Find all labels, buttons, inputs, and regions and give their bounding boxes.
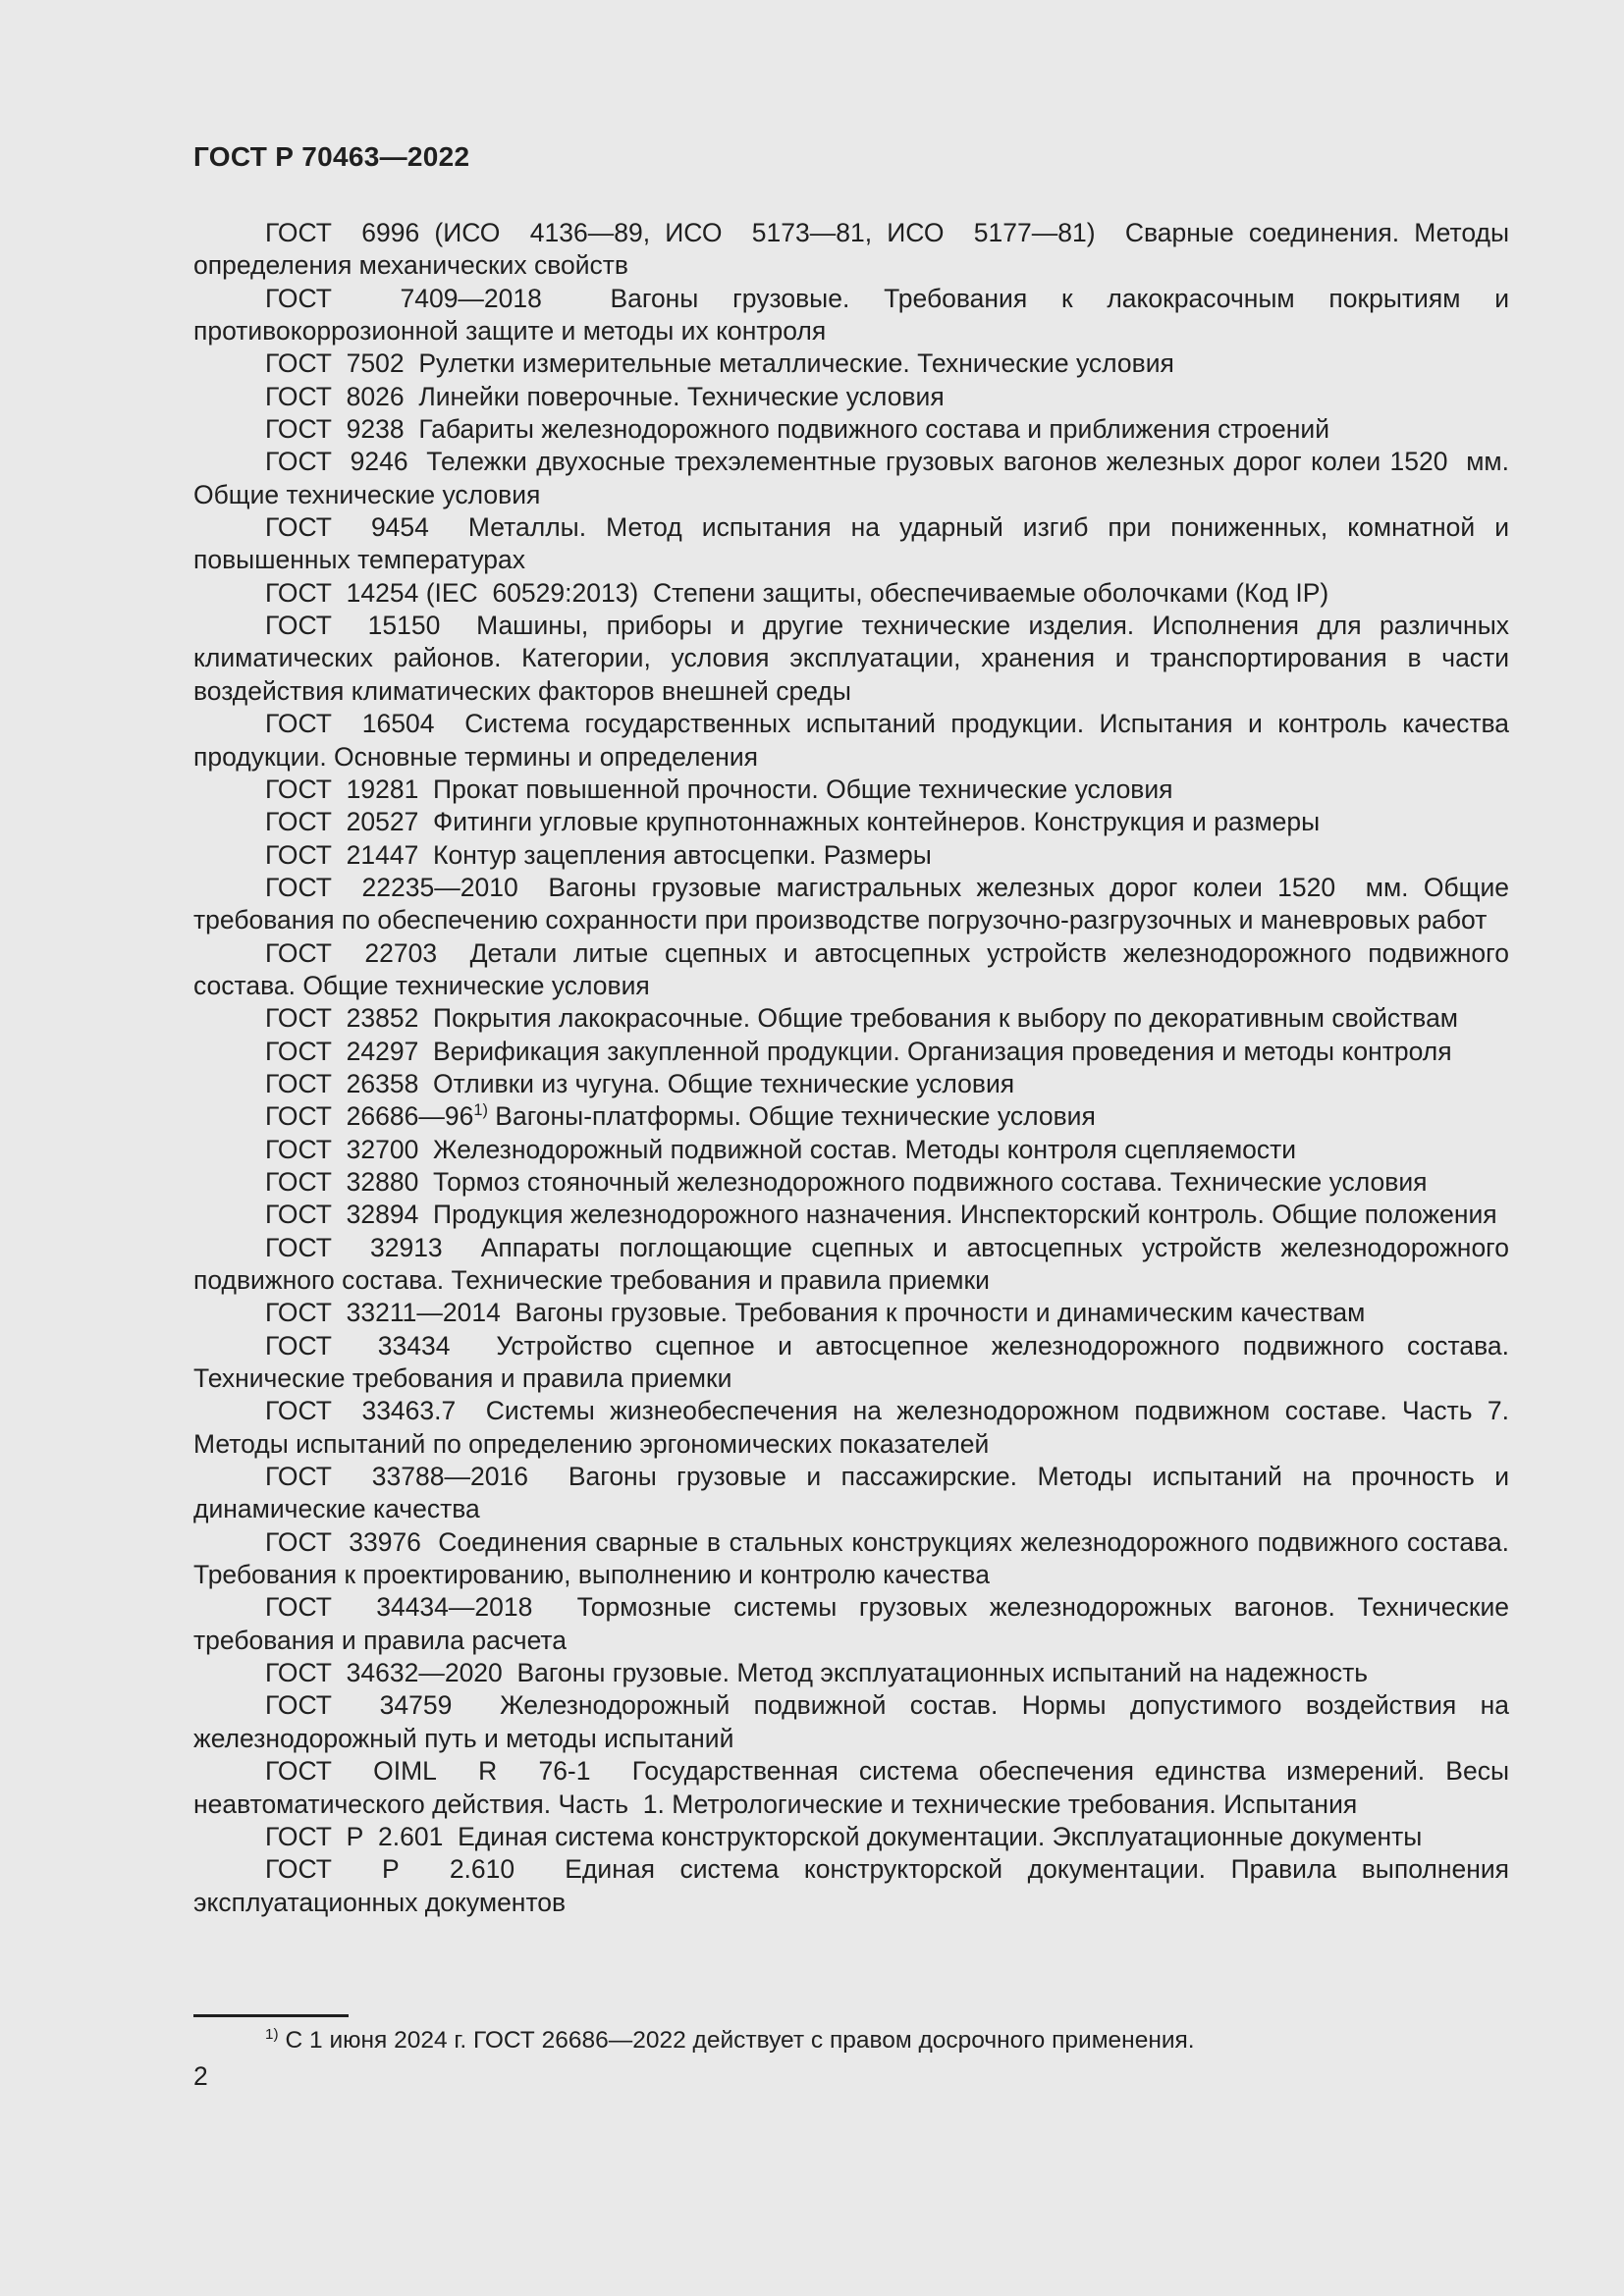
reference-entry: ГОСТ 19281 Прокат повышенной прочности. Общие технические условия bbox=[265, 774, 1173, 804]
reference-entry: ГОСТ 8026 Линейки поверочные. Технические условия bbox=[265, 381, 945, 411]
reference-entry: ГОСТ 6996 (ИСО 4136—89, ИСО 5173—81, ИСО 5177—81) Сварные соединения. Методы определения механических свойств bbox=[193, 218, 1509, 281]
reference-entry: ГОСТ 26686—96$^{1)}$ Вагоны-платформы. Общие технические условия bbox=[265, 1101, 1096, 1132]
reference-entry: ГОСТ 33788—2016 Вагоны грузовые и пассажирские. Методы испытаний на прочность и динамические качества bbox=[193, 1462, 1509, 1524]
reference-entry: ГОСТ 26358 Отливки из чугуна. Общие технические условия bbox=[265, 1068, 1015, 1098]
reference-entry: ГОСТ OIML R 76-1 Государственная система обеспечения единства измерений. Весы неавтоматического действия. Часть 1. Метрологические и технические требования. Испытания bbox=[193, 1756, 1509, 1819]
reference-entry: ГОСТ 21447 Контур зацепления автосцепки. Размеры bbox=[265, 839, 932, 870]
footnote-text: С 1 июня 2024 г. ГОСТ 26686—2022 действует с правом досрочного применения. bbox=[285, 2027, 1195, 2054]
reference-entry: ГОСТ 20527 Фитинги угловые крупнотоннажных контейнеров. Конструкция и размеры bbox=[265, 807, 1321, 837]
reference-entry: ГОСТ Р 2.610 Единая система конструкторской документации. Правила выполнения эксплуатационных документов bbox=[193, 1854, 1509, 1917]
reference-entry: ГОСТ Р 2.601 Единая система конструкторской документации. Эксплуатационные документы bbox=[265, 1821, 1423, 1851]
reference-entry: ГОСТ 33976 Соединения сварные в стальных конструкциях железнодорожного подвижного состава. Требования к проектированию, выполнению и контролю качества bbox=[193, 1526, 1509, 1590]
reference-entry: ГОСТ 34632—2020 Вагоны грузовые. Метод эксплуатационных испытаний на надежность bbox=[265, 1658, 1369, 1688]
reference-entry: ГОСТ 32700 Железнодорожный подвижной состав. Методы контроля сцепляемости bbox=[265, 1134, 1297, 1164]
reference-entry: ГОСТ 33463.7 Системы жизнеобеспечения на железнодорожном подвижном составе. Часть 7. Методы испытаний по определению эргономических показателей bbox=[193, 1396, 1509, 1459]
reference-entry: ГОСТ 7409—2018 Вагоны грузовые. Требования к лакокрасочным покрытиям и противокоррозионной защите и методы их контроля bbox=[193, 283, 1509, 347]
footnote bbox=[193, 2025, 1509, 2056]
footnote-divider bbox=[193, 2014, 349, 2017]
reference-entry: ГОСТ 22703 Детали литые сцепных и автосцепных устройств железнодорожного подвижного состава. Общие технические условия bbox=[193, 937, 1509, 1000]
reference-entry: ГОСТ 33211—2014 Вагоны грузовые. Требования к прочности и динамическим качествам bbox=[265, 1298, 1366, 1328]
references-list bbox=[193, 217, 1509, 1919]
reference-entry: ГОСТ 33434 Устройство сцепное и автосцепное железнодорожного подвижного состава. Технические требования и правила приемки bbox=[193, 1330, 1509, 1394]
reference-entry: ГОСТ 32894 Продукция железнодорожного назначения. Инспекторский контроль. Общие положения bbox=[265, 1200, 1497, 1230]
reference-entry: ГОСТ 14254 (IEC 60529:2013) Степени защиты, обеспечиваемые оболочками (Код IP) bbox=[265, 577, 1329, 608]
page-number: 2 bbox=[193, 2061, 208, 2091]
reference-entry: ГОСТ 34434—2018 Тормозные системы грузовых железнодорожных вагонов. Технические требования и правила расчета bbox=[193, 1592, 1509, 1655]
reference-entry: ГОСТ 9246 Тележки двухосные трехэлементные грузовых вагонов железных дорог колеи 1520 мм. Общие технические условия bbox=[193, 447, 1509, 509]
reference-entry: ГОСТ 23852 Покрытия лакокрасочные. Общие требования к выбору по декоративным свойствам bbox=[265, 1003, 1459, 1034]
footnote-marker-superscript: 1) bbox=[473, 1101, 488, 1120]
reference-entry: ГОСТ 32913 Аппараты поглощающие сцепных и автосцепных устройств железнодорожного подвижного состава. Технические требования и правила приемки bbox=[193, 1232, 1509, 1295]
document-header: ГОСТ Р 70463—2022 bbox=[193, 141, 470, 172]
reference-entry: ГОСТ 7502 Рулетки измерительные металлические. Технические условия bbox=[265, 348, 1174, 379]
reference-entry: ГОСТ 9238 Габариты железнодорожного подвижного состава и приближения строений bbox=[265, 414, 1330, 445]
reference-entry: ГОСТ 24297 Верификация закупленной продукции. Организация проведения и методы контроля bbox=[265, 1036, 1452, 1066]
reference-entry: ГОСТ 15150 Машины, приборы и другие технические изделия. Исполнения для различных климатических районов. Категории, условия эксплуатации, хранения и транспортирования в части воздействия климатических факторов внешней среды bbox=[193, 611, 1509, 706]
reference-entry: ГОСТ 9454 Металлы. Метод испытания на ударный изгиб при пониженных, комнатной и повышенных температурах bbox=[193, 512, 1509, 575]
reference-entry: ГОСТ 32880 Тормоз стояночный железнодорожного подвижного состава. Технические условия bbox=[265, 1166, 1428, 1197]
reference-entry: ГОСТ 22235—2010 Вагоны грузовые магистральных железных дорог колеи 1520 мм. Общие требования по обеспечению сохранности при производстве погрузочно-разгрузочных и маневровых работ bbox=[193, 872, 1509, 935]
footnote-marker: 1) bbox=[265, 2025, 279, 2043]
reference-entry: ГОСТ 16504 Система государственных испытаний продукции. Испытания и контроль качества продукции. Основные термины и определения bbox=[193, 709, 1509, 772]
reference-entry: ГОСТ 34759 Железнодорожный подвижной состав. Нормы допустимого воздействия на железнодорожный путь и методы испытаний bbox=[193, 1690, 1509, 1753]
